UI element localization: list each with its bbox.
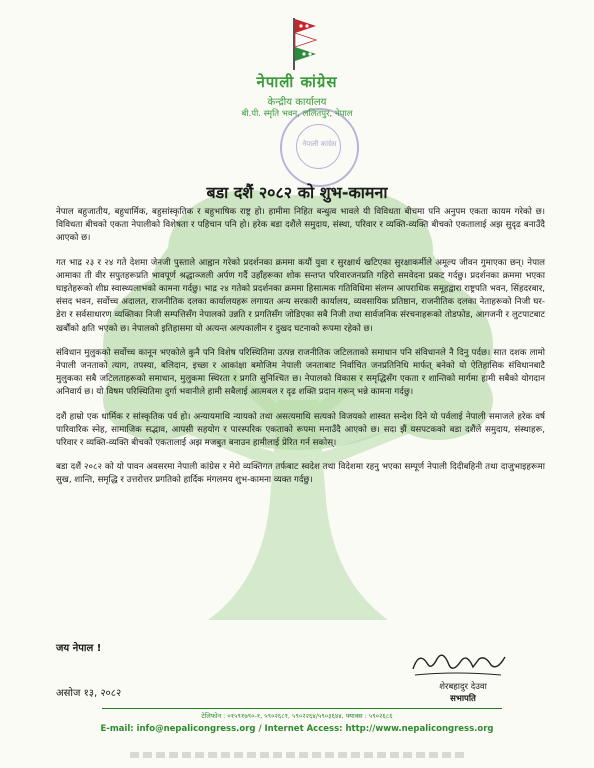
- signatory-name: शेरबहादुर देउवा: [439, 682, 487, 692]
- letter-title: बडा दशैं २०८२ को शुभ-कामना: [206, 183, 388, 202]
- footer-phones: टेलिफोन : ०१५९१७९०-१, ५९०२६८१, ५९०२२६४/५९०३६४४, फ्याक्स : ५९०२६८६: [201, 712, 393, 720]
- closing-greeting: जय नेपाल !: [56, 643, 102, 654]
- bleed-through-text: [130, 752, 464, 758]
- paragraph-5: बडा दशैं २०८२ को यो पावन अवसरमा नेपाली कांग्रेस र मेरो व्यक्तिगत तर्फबाट स्वदेश तथा विदेशमा रहनु भएका सम्पूर्ण नेपाली दिदीबहिनी तथा दाजुभाइहरूमा सुख, शान्ति, समृद्धि र उत्तरोत्तर प्रगतिको हार्दिक मंगलमय शुभ-कामना व्यक्त गर्दछु।: [56, 462, 545, 486]
- seal-text: नेपाली कांग्रेस: [302, 140, 337, 148]
- signatory-title: सभापति: [450, 694, 476, 704]
- office-name: केन्द्रीय कार्यालय: [267, 97, 327, 108]
- letter-body: [56, 206, 545, 499]
- handwritten-signature: [405, 645, 515, 681]
- office-seal: [280, 108, 359, 187]
- letter-date: असोज १३, २०८२: [56, 688, 122, 699]
- paragraph-4: दशैं हाम्रो एक धार्मिक र सांस्कृतिक पर्व हो। अन्यायमाथि न्यायको तथा असत्यमाथि सत्यको विजयको शास्वत सन्देश दिने यो पर्वलाई नेपाली समाजले हरेक वर्ष पारिवारिक स्नेह, सामाजिक सद्भाव, आपसी सहयोग र पारस्परिक एकताको रूपमा मनाउँदै आएको छ। सदा झैं यसपटकको बडा दशैंले समुदाय, संस्थाहरू, परिवार र व्यक्ति-व्यक्ति बीचको एकतालाई अझ मजबुत बनाउन हामीलाई प्रेरित गर्न सकोस्।: [56, 411, 545, 449]
- office-address: बी.पी. स्मृति भवन, ललितपुर, नेपाल: [241, 109, 353, 119]
- party-flag-logo: [291, 16, 317, 71]
- footer-divider: [102, 708, 502, 709]
- paragraph-3: संविधान मुलुकको सर्वोच्च कानून भएकोले कुनै पनि विशेष परिस्थितिमा उत्पन्न राजनीतिक जटिलताको समाधान पनि संविधानले नै दिनु पर्दछ। सात दशक लामो नेपाली जनताको त्याग, तपस्या, बलिदान, इच्छा र आकांक्षा बमोजिम नेपाली जनताबाट निर्वाचित जनप्रतिनिधि मार्फत् बनेको यो ऐतिहासिक संविधानबाटै मुलुकका सबै जटिलताहरूको समाधान, मुलुकमा स्थिरता र प्रगति सुनिश्चित छ। नेपालको विकास र समृद्धिसँग एकता र शान्तिको मार्गमा हामी सबैको योगदान अनिवार्य छ। यो विषम परिस्थितिमा दुर्गा भवानीले हामी सबैलाई आत्मबल र दृढ शक्ति प्रदान गरून् भन्ने कामना गर्दछु।: [56, 347, 545, 398]
- paragraph-2: गत भाद्र २३ र २४ गते देशमा जेनजी पुस्ताले आह्वान गरेको प्रदर्शनका क्रममा कयौं युवा र सुरक्षार्थ खटिएका सुरक्षाकर्मीले अमूल्य जीवन गुमाएका छन्। नेपाल आमाका ती वीर सपुतहरूप्रति भावपूर्ण श्रद्धाञ्जली अर्पण गर्दै उहाँहरूका शोक सन्तप्त परिवारजनप्रति गहिरो समवेदना प्रकट गर्दछु। प्रदर्शनका क्रममा भएका घाइतेहरूको शीघ्र स्वास्थ्यलाभको कामना गर्दछु। भाद्र २४ गतेको प्रदर्शनका क्रममा हिसात्मक गतिविधिमा संलग्न आपराधिक समूहद्वारा राष्ट्रपति भवन, सिंहदरबार, संसद भवन, सर्वोच्च अदालत, राजनीतिक दलका कार्यालयहरू लगायत अन्य सरकारी कार्यालय, व्यवसायिक प्रतिष्ठान, राजनीतिक दलका नेताहरूको निजी घर-डेरा र सर्वसाधारण व्यक्तिका निजी सम्पत्तिसँग नेपालको उन्नति र प्रगतिसँग जोडिएका सबै निजी तथा सार्वजनिक संरचनाहरूको तोडफोड, आगजनी र लुटपाटबाट खर्बौंको क्षति भएको छ। नेपालको इतिहासमा यो अत्यन्त अल्पकालीन र दुखद घटनाको रूपमा रहेको छ।: [56, 257, 545, 334]
- paragraph-1: नेपाल बहुजातीय, बहुधार्मिक, बहुसांस्कृतिक र बहुभाषिक राष्ट्र हो। हामीमा निहित बन्धुत्व भावले यी विविधता बीचमा पनि अनुपम एकता कायम गरेको छ। विविधता बीचको एकता नेपालीको विशेषता र पहिचान पनि हो। हरेक बडा दशैंले समुदाय, संस्था, परिवार र व्यक्ति-व्यक्ति बीचको एकतालाई अझ सुदृढ बनाउँदै आएको छ।: [56, 207, 545, 244]
- org-name: नेपाली कांग्रेस: [256, 73, 338, 91]
- footer-email-web: E-mail: info@nepalicongress.org / Internet Access: http://www.nepalicongress.org: [100, 724, 494, 734]
